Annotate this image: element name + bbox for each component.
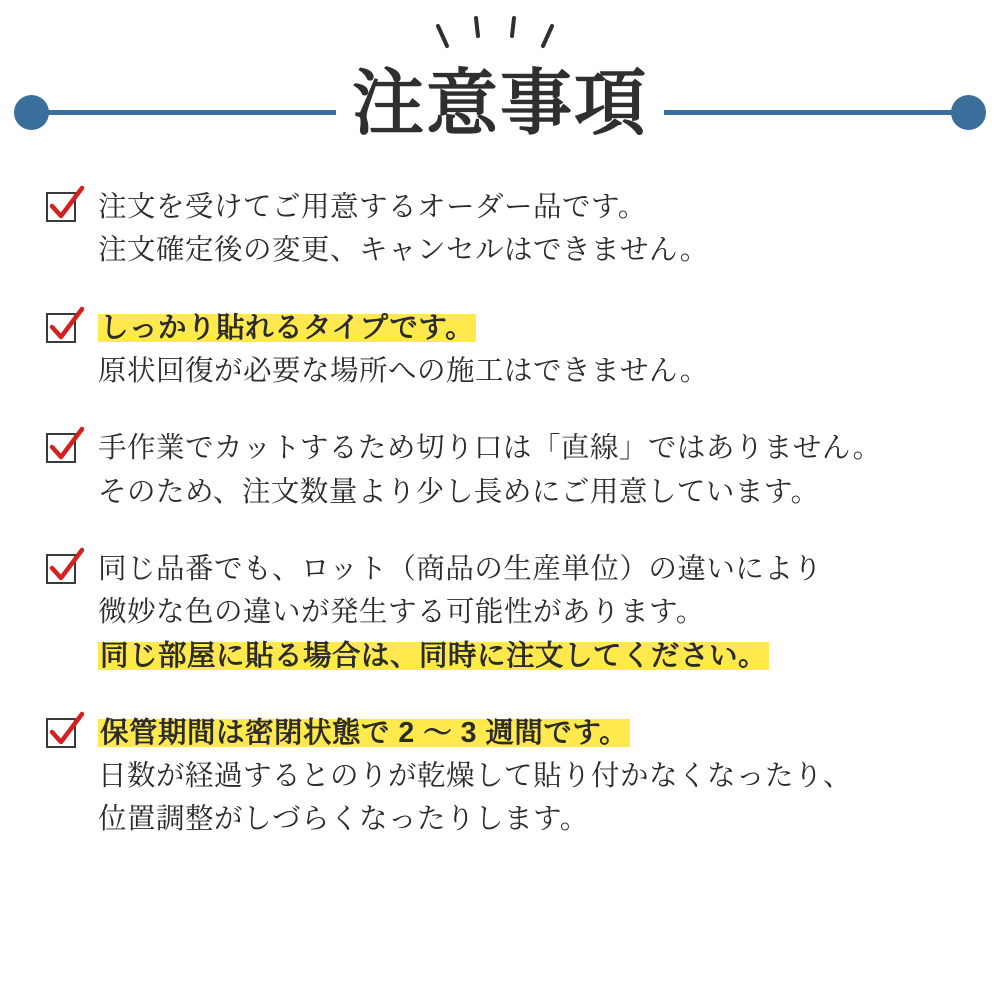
list-item — [46, 307, 960, 394]
list-item-text — [98, 307, 960, 394]
highlighted-text: 保管期間は密閉状態で 2 〜 3 週間です。 — [100, 716, 629, 749]
list-item-line: 手作業でカットするため切り口は「直線」ではありません。 — [98, 432, 882, 465]
checkbox-checked-icon — [46, 718, 80, 752]
list-item-text — [98, 427, 960, 514]
sparkle-lines-icon — [0, 14, 1000, 62]
highlighted-text: 同じ部屋に貼る場合は、同時に注文してください。 — [100, 639, 768, 672]
checkbox-checked-icon — [46, 433, 80, 467]
notice-list — [0, 186, 1000, 876]
list-item — [46, 548, 960, 678]
list-item-line: 位置調整がしづらくなったりします。 — [98, 803, 589, 836]
list-item — [46, 427, 960, 514]
checkbox-checked-icon — [46, 554, 80, 588]
page-title: 注意事項 — [351, 64, 648, 144]
list-item — [46, 186, 960, 273]
list-item-line — [98, 307, 960, 350]
list-item-line: 原状回復が必要な場所への施工はできません。 — [98, 354, 709, 387]
list-item-line: 同じ品番でも、ロット（商品の生産単位）の違いにより — [98, 552, 823, 585]
list-item-line: 注文確定後の変更、キャンセルはできません。 — [98, 234, 709, 267]
header-rule-right — [664, 110, 964, 115]
checkbox-checked-icon — [46, 313, 80, 347]
list-item-line: 注文を受けてご用意するオーダー品です。 — [98, 191, 647, 223]
list-item-line — [98, 635, 960, 678]
header-dot-right — [951, 95, 986, 130]
highlighted-text: しっかり貼れるタイプです。 — [100, 311, 475, 344]
list-item-line: 日数が経過するとのりが乾燥して貼り付かなくなったり、 — [98, 760, 853, 793]
list-item-text — [98, 548, 960, 678]
list-item-text — [98, 712, 960, 842]
list-item — [46, 712, 960, 842]
page-header — [0, 0, 1000, 175]
list-item-line: そのため、注文数量より少し長めにご用意しています。 — [98, 475, 820, 508]
checkbox-checked-icon — [46, 192, 80, 226]
list-item-line: 微妙な色の違いが発生する可能性があります。 — [98, 596, 705, 629]
list-item-line — [98, 712, 960, 755]
list-item-text — [98, 186, 960, 273]
